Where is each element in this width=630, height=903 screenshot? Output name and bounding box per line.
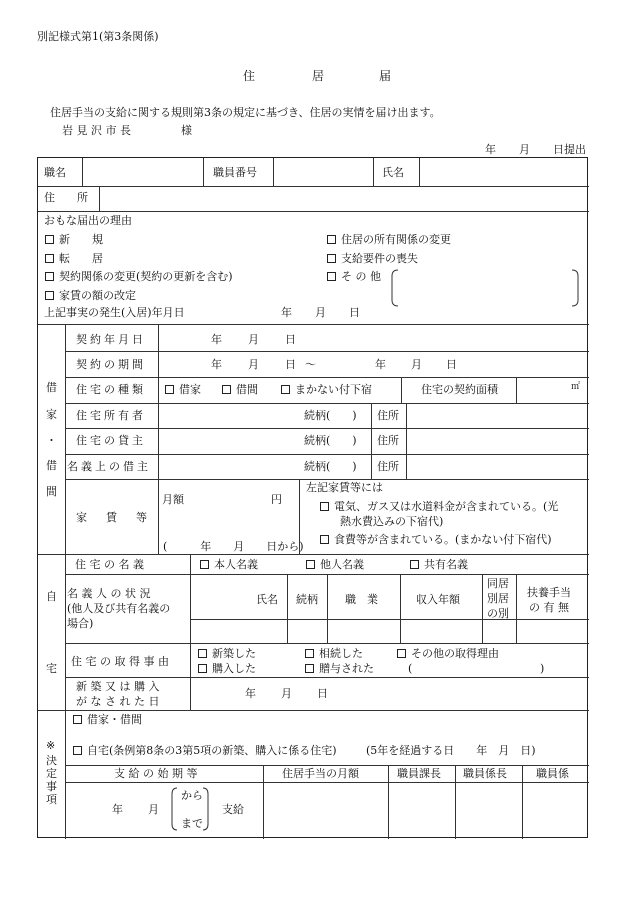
- checkbox[interactable]: [73, 715, 82, 724]
- checkbox[interactable]: [305, 649, 314, 658]
- decision-side-1: ※: [46, 739, 56, 752]
- build-month: 月: [281, 687, 292, 700]
- person-name-label: 氏名: [382, 166, 404, 179]
- reason-ownership-change[interactable]: 住居の所有関係の変更: [327, 234, 451, 245]
- own-name-self[interactable]: 本人名義: [200, 559, 258, 570]
- reason-loss-of-eligibility[interactable]: 支給要件の喪失: [327, 253, 418, 264]
- checkbox[interactable]: [397, 649, 406, 658]
- acq-paren-close: ): [540, 662, 545, 675]
- rent-side-2: 家: [46, 408, 57, 421]
- checkbox[interactable]: [200, 560, 209, 569]
- rent-amount-label: 家 賃 等: [76, 511, 151, 524]
- start-from: から: [181, 789, 203, 802]
- yen-unit: 円: [271, 493, 282, 506]
- note-utilities[interactable]: 電気、ガス又は水道料金が含まれている。(光: [320, 501, 558, 512]
- checkbox[interactable]: [410, 560, 419, 569]
- build-date-label-1: 新 築 又 は 購 入: [76, 680, 160, 693]
- reason-rent-revision[interactable]: 家賃の額の改定: [45, 290, 136, 301]
- contract-area-label: 住宅の契約面積: [421, 383, 498, 396]
- occurrence-month: 月: [315, 306, 326, 319]
- lender-label: 住宅の貸主: [76, 434, 146, 447]
- start-month: 月: [148, 803, 159, 816]
- acq-gifted[interactable]: 贈与された: [305, 663, 374, 674]
- form-title-2: 居: [312, 69, 325, 83]
- checkbox[interactable]: [306, 560, 315, 569]
- house-type-rented-room[interactable]: 借間: [222, 384, 258, 395]
- checkbox[interactable]: [320, 535, 329, 544]
- own-side-2: 宅: [46, 662, 57, 675]
- submit-year: 年: [485, 143, 496, 156]
- acquisition-reason-label: 住 宅 の 取 得 事 由: [71, 655, 169, 668]
- contract-date-month: 月: [248, 333, 259, 346]
- address-label: 住 所: [44, 191, 88, 204]
- decision-side-4: 事: [46, 780, 57, 793]
- col-cohabit: 同居 別居 の別: [487, 577, 509, 620]
- decision-side-2: 決: [46, 754, 57, 767]
- borrower-label: 名義上の借主: [67, 460, 151, 473]
- addressee: 岩 見 沢 市 長: [62, 124, 131, 137]
- rent-note-title: 左記家賃等には: [306, 481, 383, 494]
- house-name-label: 住 宅 の 名 義: [75, 558, 144, 571]
- rent-side-3: ・: [46, 434, 57, 447]
- decision-five-year-date: (5年を経過する日 年 月 日): [366, 744, 536, 757]
- rent-side-4: 借: [46, 459, 57, 472]
- reasons-heading: おもな届出の理由: [44, 214, 132, 227]
- col-name: 氏名: [256, 593, 278, 606]
- col-relation: 続柄: [296, 593, 318, 606]
- build-year: 年: [245, 687, 256, 700]
- checkbox[interactable]: [305, 664, 314, 673]
- own-name-other[interactable]: 他人名義: [306, 559, 364, 570]
- decision-side-3: 定: [46, 767, 57, 780]
- col-occupation: 職 業: [345, 593, 378, 606]
- honorific: 様: [181, 124, 192, 137]
- col-dependent: 扶養手当 の 有 無: [527, 586, 571, 614]
- staff-number-label: 職員番号: [213, 166, 257, 179]
- decision-own-home[interactable]: 自宅(条例第8条の3第5項の新築、購入に係る住宅): [73, 745, 337, 756]
- decision-side-5: 項: [46, 793, 57, 806]
- reason-move[interactable]: 転 居: [45, 253, 103, 264]
- submit-month: 月: [519, 143, 530, 156]
- period-wave: 〜: [305, 358, 316, 371]
- checkbox[interactable]: [327, 235, 336, 244]
- acq-inherited[interactable]: 相続した: [305, 648, 363, 659]
- rent-side-5: 間: [46, 485, 57, 498]
- rent-side-1: 借: [46, 381, 57, 394]
- own-name-shared[interactable]: 共有名義: [410, 559, 468, 570]
- owner-address-label: 住所: [377, 409, 399, 422]
- holder-status-label-1: 名 義 人 の 状 況: [67, 587, 151, 600]
- contract-date-label: 契約年月日: [76, 333, 146, 346]
- reason-new[interactable]: 新 規: [45, 234, 103, 245]
- holder-status-label-3: 場合): [67, 617, 94, 630]
- checkbox[interactable]: [45, 254, 54, 263]
- checkbox[interactable]: [165, 385, 174, 394]
- owner-relation: 続柄( ): [304, 409, 357, 422]
- note-utilities-cont: 熱水費込みの下宿代): [340, 515, 444, 528]
- form-title-1: 住: [243, 69, 256, 83]
- contract-period-label: 契約の期間: [76, 358, 146, 371]
- hdr-start-period: 支 給 の 始 期 等: [114, 767, 198, 780]
- period-start-month: 月: [248, 358, 259, 371]
- period-end-day: 日: [446, 358, 457, 371]
- house-type-label: 住宅の種類: [76, 383, 146, 396]
- occurrence-date-label: 上記事実の発生(入居)年月日: [44, 306, 185, 319]
- start-until: まで: [181, 817, 203, 830]
- residence-form: [37, 157, 588, 838]
- house-type-rented-house[interactable]: 借家: [165, 384, 201, 395]
- build-day: 日: [317, 687, 328, 700]
- decision-rented[interactable]: 借家・借間: [73, 714, 142, 725]
- area-unit: ㎡: [571, 382, 581, 392]
- rent-from-date: ( 年 月 日から): [163, 540, 304, 553]
- monthly-label: 月額: [162, 493, 184, 506]
- house-type-boarding[interactable]: まかない付下宿: [281, 384, 372, 395]
- acq-new-build[interactable]: 新築した: [198, 648, 256, 659]
- borrower-relation: 続柄( ): [304, 460, 357, 473]
- hdr-staff: 職員係: [536, 767, 569, 780]
- reason-other[interactable]: そ の 他: [327, 271, 381, 282]
- checkbox[interactable]: [281, 385, 290, 394]
- submit-day: 日提出: [553, 143, 586, 156]
- own-side-1: 自: [46, 590, 57, 603]
- checkbox[interactable]: [45, 291, 54, 300]
- holder-status-label-2: (他人及び共有名義の: [67, 602, 171, 615]
- period-start-year: 年: [211, 358, 222, 371]
- checkbox[interactable]: [327, 254, 336, 263]
- job-title-label: 職名: [44, 166, 66, 179]
- lender-address-label: 住所: [377, 434, 399, 447]
- col-income: 収入年額: [416, 593, 460, 606]
- checkbox[interactable]: [198, 664, 207, 673]
- other-reason-bracket: [390, 268, 580, 308]
- lender-relation: 続柄( ): [304, 434, 357, 447]
- contract-date-year: 年: [211, 333, 222, 346]
- checkbox[interactable]: [222, 385, 231, 394]
- acq-paren-open: (: [408, 662, 413, 675]
- checkbox[interactable]: [198, 649, 207, 658]
- checkbox[interactable]: [45, 272, 54, 281]
- borrower-address-label: 住所: [377, 460, 399, 473]
- occurrence-year: 年: [281, 306, 292, 319]
- hdr-subsection-chief: 職員係長: [463, 767, 507, 780]
- checkbox[interactable]: [73, 746, 82, 755]
- intro-text: 住居手当の支給に関する規則第3条の規定に基づき、住居の実情を届け出ます。: [50, 106, 441, 119]
- occurrence-day: 日: [349, 306, 360, 319]
- note-meals[interactable]: 食費等が含まれている。(まかない付下宿代): [320, 534, 552, 545]
- start-payment: 支給: [222, 803, 244, 816]
- contract-date-day: 日: [285, 333, 296, 346]
- owner-label: 住宅所有者: [76, 409, 146, 422]
- build-date-label-2: が な さ れ た 日: [76, 695, 160, 708]
- reason-contract-change[interactable]: 契約関係の変更(契約の更新を含む): [45, 271, 233, 282]
- period-start-day: 日: [285, 358, 296, 371]
- hdr-section-chief: 職員課長: [397, 767, 441, 780]
- acq-purchased[interactable]: 購入した: [198, 663, 256, 674]
- checkbox[interactable]: [327, 272, 336, 281]
- period-end-month: 月: [411, 358, 422, 371]
- hdr-monthly-allowance: 住居手当の月額: [282, 767, 359, 780]
- acq-other[interactable]: その他の取得理由: [397, 648, 499, 659]
- checkbox[interactable]: [320, 502, 329, 511]
- start-year: 年: [112, 803, 123, 816]
- period-end-year: 年: [375, 358, 386, 371]
- form-title-3: 届: [379, 69, 392, 83]
- form-number: 別記様式第1(第3条関係): [37, 30, 159, 43]
- checkbox[interactable]: [45, 235, 54, 244]
